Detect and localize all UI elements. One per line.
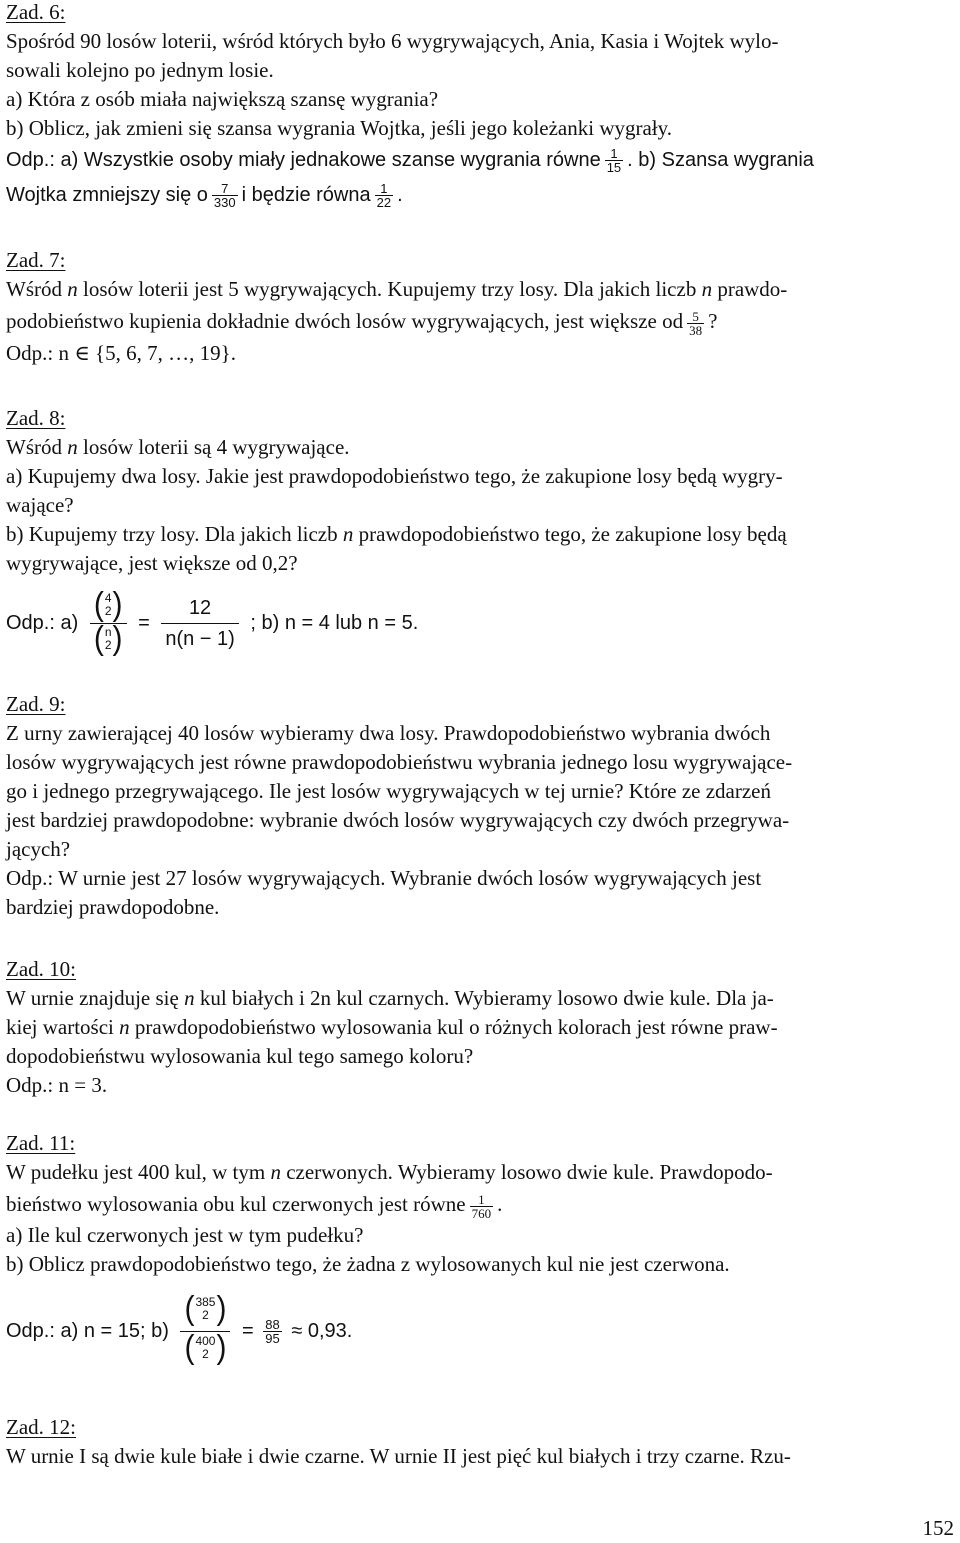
task-12 (6, 1413, 954, 1471)
task-11-question-b: b) Oblicz prawdopodobieństwo tego, że żadna z wylosowanych kul nie jest czerwona. (6, 1252, 730, 1276)
fraction-1-22: $\frac{1}{22}$ (376, 181, 392, 211)
binomial-fraction (90, 586, 127, 657)
task-10-text-3: dopodobieństwu wylosowania kul tego samego koloru? (6, 1044, 474, 1068)
task-6-answer-1: Odp.: a) Wszystkie osoby miały jednakowe szanse wygrania równe $\frac{1}{15}$ . b) Szansa wygrania (6, 146, 814, 176)
page-number: 152 (922, 1516, 954, 1540)
task-9-text-4: jest bardziej prawdopodobne: wybranie dwóch losów wygrywających czy dwóch przegrywa- (6, 808, 790, 832)
task-8 (6, 404, 954, 666)
task-9-text-1: Z urny zawierającej 40 losów wybieramy dwa losy. Prawdopodobieństwo wybrania dwóch (6, 721, 771, 745)
binomial-fraction-11 (180, 1290, 230, 1370)
task-9-answer-2: bardziej prawdopodobne. (6, 895, 220, 919)
task-6 (6, 0, 954, 213)
task-10-text-1: W urnie znajduje się n kul białych i 2n kul czarnych. Wybieramy losowo dwie kule. Dla ja- (6, 986, 774, 1010)
task-11-text-1: W pudełku jest 400 kul, w tym n czerwonych. Wybieramy losowo dwie kule. Prawdopodo- (6, 1160, 773, 1184)
task-10-text-2: kiej wartości n prawdopodobieństwo wylosowania kul o różnych kolorach jest równe praw- (6, 1015, 778, 1039)
task-7-heading: Zad. 7: (6, 248, 66, 272)
task-7-text-1: Wśród n losów loterii jest 5 wygrywających. Kupujemy trzy losy. Dla jakich liczb n prawdo- (6, 277, 788, 301)
task-6-question-b: b) Oblicz, jak zmieni się szansa wygrania Wojtka, jeśli jego koleżanki wygrały. (6, 116, 673, 140)
task-8-question-a-1: a) Kupujemy dwa losy. Jakie jest prawdopodobieństwo tego, że zakupione losy będą wygry- (6, 464, 783, 488)
task-6-text-2: sowali kolejno po jednym losie. (6, 58, 274, 82)
task-8-question-b-2: wygrywające, jest większe od 0,2? (6, 551, 298, 575)
task-12-text-1: W urnie I są dwie kule białe i dwie czarne. W urnie II jest pięć kul białych i trzy czarne. Rzu- (6, 1444, 791, 1468)
binomial-400-2: ( 400 2 ) (184, 1329, 227, 1366)
task-6-heading: Zad. 6: (6, 0, 66, 24)
task-8-heading: Zad. 8: (6, 406, 66, 430)
binomial-385-2: ( 385 2 ) (184, 1290, 227, 1327)
fraction-5-38: $\frac{5}{38}$ (689, 308, 703, 338)
fraction-7-330: $\frac{7}{330}$ (213, 181, 236, 211)
fraction-1-15: $\frac{1}{15}$ (606, 146, 622, 176)
task-9-text-5: jących? (6, 837, 71, 861)
binomial-4-2: ( 4 2 ) (93, 586, 123, 623)
task-9-text-2: losów wygrywających jest równe prawdopodobieństwu wybrania jednego losu wygrywające- (6, 750, 793, 774)
task-12-heading: Zad. 12: (6, 1415, 76, 1439)
task-9-heading: Zad. 9: (6, 692, 66, 716)
task-10 (6, 955, 954, 1100)
task-6-question-a: a) Która z osób miała największą szansę wygrania? (6, 87, 439, 111)
task-11-answer: Odp.: a) n = 15; b) ( 385 2 ) ( 400 2 ) = $\frac{88}{95}$ ≈ 0,93. (6, 1279, 954, 1383)
binomial-n-2: ( n 2 ) (93, 620, 123, 657)
task-8-answer: Odp.: a) ( 4 2 ) ( n 2 ) = $\frac{12}{n(n - 1)}$ ; b) n = 4 lub n = 5. (6, 586, 419, 657)
task-7-answer: Odp.: n ∈ {5, 6, 7, …, 19}. (6, 341, 236, 365)
task-8-question-a-2: wające? (6, 493, 74, 517)
task-11-text-2: bieństwo wylosowania obu kul czerwonych jest równe $\frac{1}{760}$ . (6, 1191, 503, 1221)
task-8-text-1: Wśród n losów loterii są 4 wygrywające. (6, 435, 350, 459)
fraction-1-760: $\frac{1}{760}$ (471, 1191, 492, 1221)
task-9-answer-1: Odp.: W urnie jest 27 losów wygrywających. Wybranie dwóch losów wygrywających jest (6, 866, 762, 890)
task-7-text-2: podobieństwo kupienia dokładnie dwóch losów wygrywających, jest większe od $\frac{5}{38}$ ? (6, 308, 718, 338)
result-fraction: $\frac{12}{n(n - 1)}$ (161, 593, 238, 654)
task-6-answer-2: Wojtka zmniejszy się o $\frac{7}{330}$ i będzie równa $\frac{1}{22}$ . (6, 181, 403, 211)
task-9-text-3: go i jednego przegrywającego. Ile jest losów wygrywających w tej urnie? Które ze zdarzeń (6, 779, 772, 803)
task-6-text-1: Spośród 90 losów loterii, wśród których było 6 wygrywających, Ania, Kasia i Wojtek wylo- (6, 29, 779, 53)
task-11-heading: Zad. 11: (6, 1131, 76, 1155)
fraction-88-95: $\frac{88}{95}$ (265, 1317, 280, 1347)
task-11 (6, 1129, 954, 1383)
task-7 (6, 246, 954, 368)
task-10-heading: Zad. 10: (6, 957, 76, 981)
task-10-answer: Odp.: n = 3. (6, 1073, 108, 1097)
task-8-question-b-1: b) Kupujemy trzy losy. Dla jakich liczb n prawdopodobieństwo tego, że zakupione losy będą (6, 522, 787, 546)
task-11-question-a: a) Ile kul czerwonych jest w tym pudełku? (6, 1223, 364, 1247)
task-9 (6, 690, 954, 922)
